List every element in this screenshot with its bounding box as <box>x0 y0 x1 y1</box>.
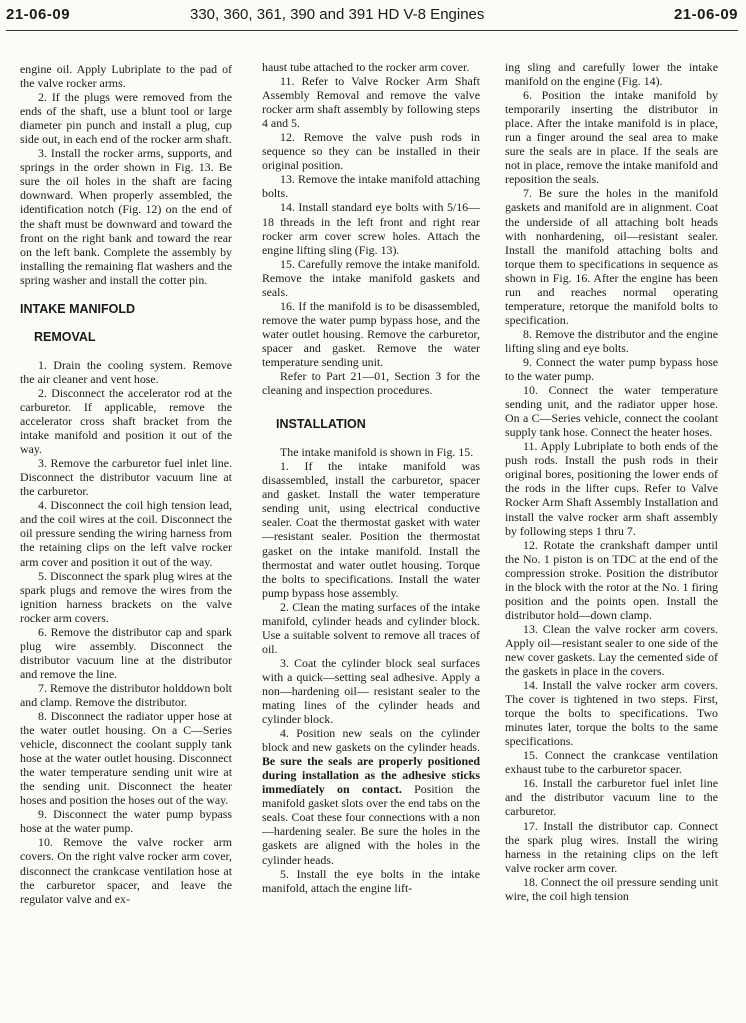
step: 12. Rotate the crankshaft damper until the No. 1 piston is on TDC at the end of the compression stroke. Position the distributor in the block with the rotor at the No. 1 firing position and the points open. Install the distributor hold—down clamp. <box>505 537 718 622</box>
step: 12. Remove the valve push rods in sequence so they can be installed in their original position. <box>262 130 480 173</box>
step: 11. Apply Lubriplate to both ends of the push rods. Install the push rods in their original bores, positioning the lower ends of the rods in the lifter cups. Refer to Valve Rocker Arm Shaft Assembly Installation and install the valve rocker arm shaft assembly by following steps 1 thru 7. <box>505 439 719 538</box>
step: 16. If the manifold is to be disassembled, remove the water pump bypass hose, and the water outlet housing. Remove the carburetor, spacer and gasket. Remove the water temperature sending unit. <box>262 298 480 369</box>
reference-note: Refer to Part 21—01, Section 3 for the cleaning and inspection procedures. <box>262 369 480 398</box>
subsection-heading: REMOVAL <box>34 329 96 344</box>
step: 9. Disconnect the water pump bypass hose at the water pump. <box>20 807 232 836</box>
page-number-left: 21-06-09 <box>6 6 71 23</box>
paragraph: engine oil. Apply Lubriplate to the pad of the valve rocker arms. <box>20 62 232 91</box>
step: 5. Install the eye bolts in the intake manifold, attach the engine lift- <box>262 866 480 895</box>
paragraph: The intake manifold is shown in Fig. 15. <box>280 445 474 460</box>
paragraph: ing sling and carefully lower the intake manifold on the engine (Fig. 14). <box>505 60 718 89</box>
subsection-heading: INSTALLATION <box>276 417 366 432</box>
step: 6. Remove the distributor cap and spark plug wire assembly. Disconnect the distributor vacuum line at the distributor and remove the line. <box>20 624 232 681</box>
step: 2. Clean the mating surfaces of the intake manifold, cylinder heads and cylinder block. Use a suitable solvent to remove all traces of oil. <box>262 599 480 656</box>
step: 1. Drain the cooling system. Remove the air cleaner and vent hose. <box>20 357 232 386</box>
step: 14. Install standard eye bolts with 5/16—18 threads in the left front and right rear rocker arm cover screw holes. Attach the engine lifting sling (Fig. 13). <box>262 200 480 257</box>
step: 8. Remove the distributor and the engine lifting sling and eye bolts. <box>505 326 718 355</box>
step: 3. Remove the carburetor fuel inlet line. Disconnect the distributor vacuum line at the carburetor. <box>20 456 232 499</box>
step-text: Position the manifold gasket slots over the end tabs on the seals. Coat these four connections with a non—hardening sealer. Be sure the holes in the gaskets are aligned with the holes in the cylinder heads. <box>262 782 480 867</box>
step: 2. Disconnect the accelerator rod at the carburetor. If applicable, remove the accelerator cross shaft bracket from the intake manifold and position it out of the way. <box>20 385 232 457</box>
section-heading: INTAKE MANIFOLD <box>20 301 136 316</box>
step: 5. Disconnect the spark plug wires at the spark plugs and remove the wires from the ignition harness brackets on the valve rocker arm covers. <box>20 568 232 625</box>
step: 15. Connect the crankcase ventilation exhaust tube to the carburetor spacer. <box>505 748 718 777</box>
column-3 <box>505 60 718 903</box>
step: 13. Remove the intake manifold attaching bolts. <box>262 172 480 201</box>
step: 7. Be sure the holes in the manifold gaskets and manifold are in alignment. Coat the underside of all attaching bolt heads with nonhardening, oil—resistant sealer. Install the manifold attaching bolts and torque them to specifications in sequence as shown in Fig. 16. After the engine has been run and reaches normal operating temperature, retorque the manifold bolts to specification. <box>505 186 718 327</box>
step: 17. Install the distributor cap. Connect the spark plug wires. Install the wiring harness in the retaining clips on the left valve rocker arm cover. <box>505 818 718 875</box>
paragraph: 2. If the plugs were removed from the ends of the shaft, use a blunt tool or large diameter pin punch and install a plug, cup side out, in each end of the rocker arm shaft. <box>20 90 232 147</box>
step: 1. If the intake manifold was disassembled, install the carburetor, spacer and gasket. Install the water temperature sending unit, using electrical conductive sealer. Coat the thermostat gasket with water—resistant sealer. Position the thermostat gasket on the intake manifold. Install the thermostat and water outlet housing. Torque the bolts to specifications. Install the water pump bypass hose assembly. <box>262 459 480 600</box>
step <box>262 726 480 866</box>
step: 10. Connect the water temperature sending unit, and the radiator upper hose. On a C—Series vehicle, connect the coolant supply tank hose. Connect the heater hoses. <box>505 383 718 440</box>
column-2 <box>262 60 480 895</box>
page-header <box>0 0 746 30</box>
step: 18. Connect the oil pressure sending unit wire, the coil high tension <box>505 874 718 903</box>
step: 15. Carefully remove the intake manifold. Remove the intake manifold gaskets and seals. <box>262 256 480 299</box>
step: 14. Install the valve rocker arm covers. The cover is tightened in two steps. First, torque the bolts to specifications. Two minutes later, torque the bolts to the same specifications. <box>505 678 718 749</box>
step: 8. Disconnect the radiator upper hose at the water outlet housing. On a C—Series vehicle, disconnect the coolant supply tank hose at the water outlet housing. Disconnect the water temperature sending unit wire at the sending unit. Disconnect the heater hoses and position the hoses out of the way. <box>20 709 232 808</box>
step: 7. Remove the distributor holddown bolt and clamp. Remove the distributor. <box>20 680 232 709</box>
header-rule <box>6 30 738 31</box>
column-1 <box>20 62 232 906</box>
step: 9. Connect the water pump bypass hose to the water pump. <box>505 354 718 384</box>
page-title: 330, 360, 361, 390 and 391 HD V-8 Engines <box>190 6 485 23</box>
step: 16. Install the carburetor fuel inlet line and the distributor vacuum line to the carburetor. <box>505 776 718 819</box>
step: 13. Clean the valve rocker arm covers. Apply oil—resistant sealer to one side of the new cover gaskets. Lay the cemented side of the gaskets in place in the covers. <box>505 621 718 679</box>
step: 10. Remove the valve rocker arm covers. On the right valve rocker arm cover, disconnect the crankcase ventilation hose at the carburetor spacer, and leave the regulator valve and ex- <box>20 835 232 906</box>
paragraph: 3. Install the rocker arms, supports, and springs in the order shown in Fig. 13. Be sure the oil holes in the shaft are facing downward. When properly assembled, the identification notch (Fig. 12) on the end of the shaft must be downward and toward the front on the right bank and toward the rear on the left bank. Complete the assembly by installing the remaining flat washers and the spring washer and install the cotter pin. <box>20 146 232 287</box>
caution-text: Be sure the seals are properly positioned during installation as the adhesive sticks immediately on contact. <box>262 754 480 797</box>
step: 4. Disconnect the coil high tension lead, and the coil wires at the coil. Disconnect the oil pressure sending the wiring harness from the retaining clips on the left valve rocker arm cover and position it out of the way. <box>20 498 232 569</box>
page-number-right: 21-06-09 <box>673 6 738 23</box>
step: 6. Position the intake manifold by temporarily inserting the distributor in place. After the intake manifold is in place, run a finger around the seal area to make sure the seals are in place. If the seals are not in place, remove the intake manifold and reposition the seals. <box>505 88 718 187</box>
step-text: 4. Position new seals on the cylinder block and new gaskets on the cylinder heads. <box>262 726 480 755</box>
paragraph: haust tube attached to the rocker arm cover. <box>262 60 470 74</box>
step: 11. Refer to Valve Rocker Arm Shaft Assembly Removal and remove the valve rocker arm shaft assembly by following steps 4 and 5. <box>262 74 480 131</box>
step: 3. Coat the cylinder block seal surfaces with a quick—setting seal adhesive. Apply a non—hardening oil— resistant sealer to the mating lines of the cylinder heads and cylinder block. <box>262 655 480 727</box>
